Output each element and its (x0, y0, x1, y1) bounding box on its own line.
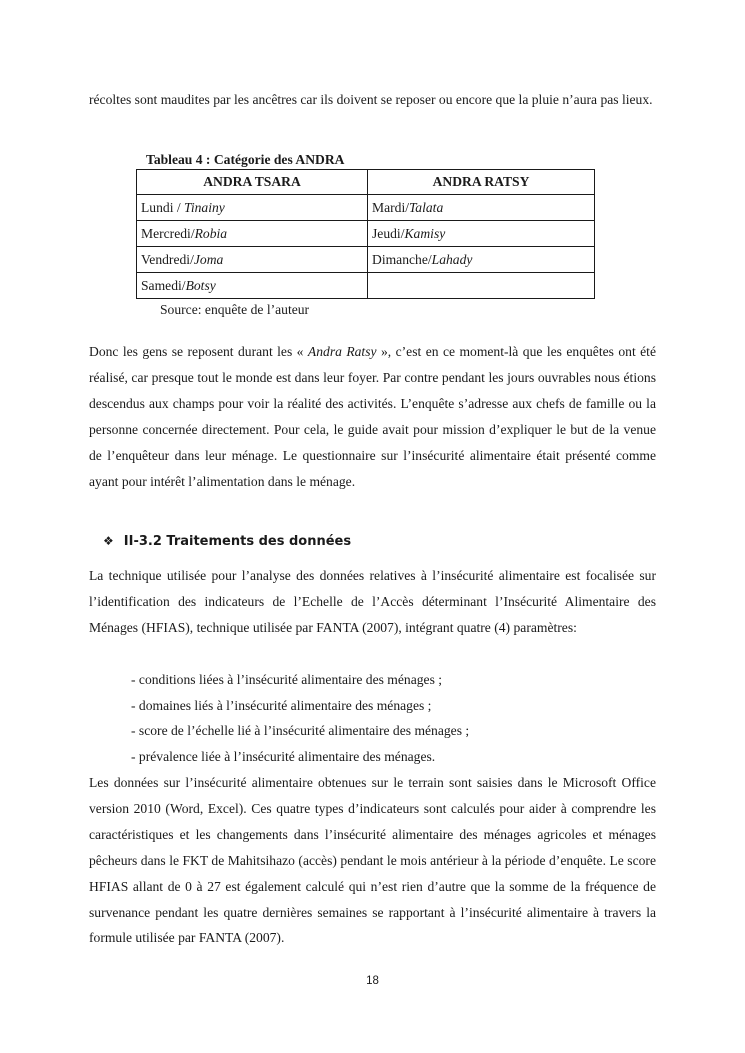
table-header-row (137, 170, 595, 195)
body-paragraph-data: Les données sur l’insécurité alimentaire obtenues sur le terrain sont saisies dans le Microsoft Office version 2010 (Word, Excel). Ces quatre types d’indicateurs sont calculés pour aider à comprendre les caractéristiques et les changements dans l’insécurité alimentaire des ménages agricoles et ménages pêcheurs dans le FKT de Mahitsihazo (accès) pendant le mois antérieur à la période d’enquête. Le score HFIAS allant de 0 à 27 est également calculé qui n’est rien d’autre que la somme de la fréquence de survenance pendant les quatre dernières semaines se rapportant à l’insécurité alimentaire à travers la formule utilisée par FANTA (2007). (89, 775, 656, 946)
page-number: 18 (366, 975, 379, 987)
table-row (137, 273, 595, 299)
list-item: - conditions liées à l’insécurité alimentaire des ménages ; (131, 672, 443, 687)
section-heading (103, 534, 351, 549)
diamond-bullet-icon: ❖ (103, 534, 114, 548)
table-cell: Vendredi/Joma (137, 247, 368, 273)
table-cell: Lundi / Tinainy (137, 195, 368, 221)
list-item: - prévalence liée à l’insécurité alimentaire des ménages. (131, 748, 436, 764)
table-cell: Dimanche/Lahady (368, 247, 595, 273)
table-cell: Jeudi/Kamisy (368, 221, 595, 247)
header-andra-tsara: ANDRA TSARA (137, 170, 368, 195)
table-row (137, 221, 595, 247)
header-andra-ratsy: ANDRA RATSY (368, 170, 595, 195)
parameter-list (131, 667, 469, 769)
table-row (137, 247, 595, 273)
body-paragraph-technique: La technique utilisée pour l’analyse des données relatives à l’insécurité alimentaire est focalisée sur l’identification des indicateurs de l’Echelle de l’Accès déterminant l’Insécurité Alimentaire des Ménages (HFIAS), technique utilisée par FANTA (2007), intégrant quatre (4) paramètres: (89, 568, 656, 635)
table-source: Source: enquête de l’auteur (160, 302, 310, 317)
list-item: - domaines liés à l’insécurité alimentaire des ménages ; (131, 697, 432, 713)
section-title: II-3.2 Traitements des données (123, 534, 352, 549)
andra-table (136, 169, 595, 299)
body-paragraph-survey: Donc les gens se reposent durant les « Andra Ratsy », c’est en ce moment-là que les enquêtes ont été réalisé, car presque tout le monde est dans leur foyer. Par contre pendant les jours ouvrables nous étions descendus aux champs pour voir la réalité des activités. L’enquête s’adresse aux chefs de famille ou la personne concernée directement. Pour cela, le guide avait pour mission d’expliquer le but de la venue de l’enquêteur dans leur ménage. Le questionnaire sur l’insécurité alimentaire était présenté comme ayant pour intérêt l’alimentation dans le ménage. (89, 344, 656, 489)
table-row (137, 195, 595, 221)
table-cell: Mercredi/Robia (137, 221, 368, 247)
table-cell: Mardi/Talata (368, 195, 595, 221)
intro-paragraph: récoltes sont maudites par les ancêtres car ils doivent se reposer ou encore que la pluie n’aura pas lieux. (89, 92, 653, 107)
table-caption: Tableau 4 : Catégorie des ANDRA (146, 152, 345, 167)
list-item: - score de l’échelle lié à l’insécurité alimentaire des ménages ; (131, 723, 470, 739)
table-cell-empty (368, 273, 595, 299)
table-cell: Samedi/Botsy (137, 273, 368, 299)
